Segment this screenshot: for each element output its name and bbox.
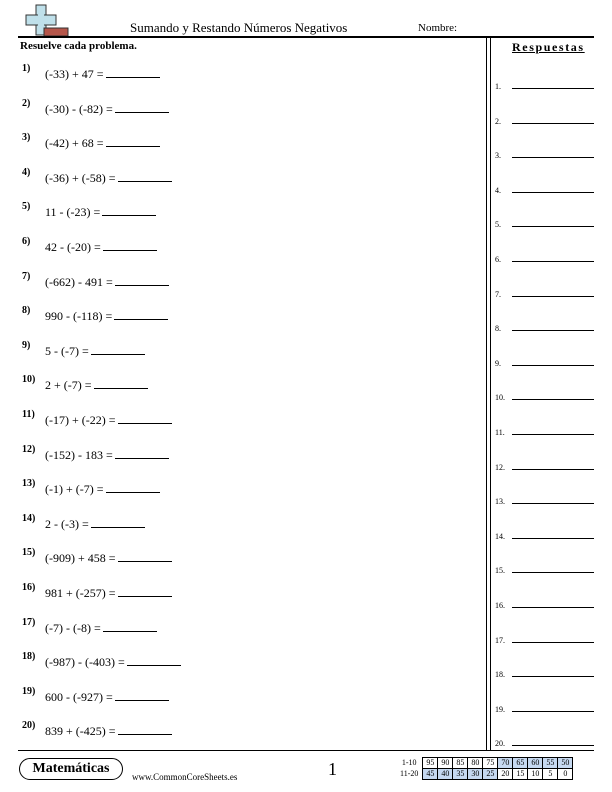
answer-blank[interactable] [115,274,169,286]
answer-row [495,391,595,405]
answer-row [495,115,595,129]
answer-row [495,288,595,302]
problem-expression-line [45,274,169,290]
score-table [398,757,573,780]
problem-expression-line [45,654,181,670]
answer-line[interactable] [512,469,594,470]
worksheet-title: Sumando y Restando Números Negativos [130,20,348,35]
score-cell: 20 [498,769,513,780]
answer-row [495,737,595,751]
answer-blank[interactable] [118,585,172,597]
problem-expression-line [45,620,157,636]
answer-blank[interactable] [91,516,145,528]
answer-number: 8. [495,324,501,334]
answer-blank[interactable] [106,66,160,78]
answer-number: 16. [495,601,505,610]
answer-line[interactable] [512,365,594,366]
score-row-label: 11-20 [400,769,419,778]
answer-line[interactable] [512,123,594,124]
answer-blank[interactable] [103,620,157,632]
answer-blank[interactable] [118,550,172,562]
answer-row [495,668,595,682]
answer-row [495,357,595,371]
answer-row [495,599,595,613]
problem-expression: 990 - (-118) = [45,309,113,324]
answer-number: 17. [495,635,505,645]
answer-row [495,218,595,232]
problem-expression-line [45,689,169,705]
score-cell: 30 [468,769,483,780]
score-cell: 65 [513,758,528,769]
problem-expression: (-36) + (-58) = [45,170,116,185]
problem-number: 12) [22,443,36,455]
problem-expression-line [45,516,145,532]
column-divider [486,38,487,750]
plus-minus-logo-icon [18,4,70,38]
answer-number: 6. [495,255,501,264]
problem-expression-line [45,308,168,324]
answer-number: 9. [495,358,501,368]
answer-line[interactable] [512,157,594,158]
answer-blank[interactable] [118,723,172,735]
score-cell: 25 [483,769,498,780]
answer-blank[interactable] [106,135,160,147]
problem-expression-line [45,101,169,117]
answer-line[interactable] [512,607,594,608]
problem-expression-line [45,66,160,82]
problem-expression: 2 + (-7) = [45,378,92,393]
score-cell: 80 [468,758,483,769]
answer-number: 20. [495,739,505,749]
answer-line[interactable] [512,676,594,677]
problem-number: 8) [22,305,31,317]
problem-expression-line [45,481,160,497]
problem-expression: (-17) + (-22) = [45,413,116,427]
answer-row [495,564,595,578]
score-cell: 50 [558,758,573,769]
problem-expression: 600 - (-927) = [45,689,113,704]
problem-number: 20) [22,720,36,732]
problem-number: 7) [22,270,31,282]
answer-number: 13. [495,497,505,507]
answer-blank[interactable] [115,689,169,701]
name-label: Nombre: [418,22,458,34]
problem-number: 4) [22,166,31,178]
answer-number: 2. [495,116,501,126]
problem-number: 6) [22,236,31,247]
answer-line[interactable] [512,88,594,89]
answer-line[interactable] [512,399,594,400]
problem-number: 11) [22,409,35,420]
answers-title: Respuestas [512,40,585,54]
subject-badge: Matemáticas [19,758,123,780]
page-number: 1 [328,759,337,779]
answer-line[interactable] [512,296,594,297]
score-row-label: 1-10 [401,758,417,767]
answer-blank[interactable] [118,170,172,182]
answer-line[interactable] [512,745,594,746]
score-cell: 40 [438,769,453,780]
answer-number: 4. [495,185,501,195]
problem-expression: 42 - (-20) = [45,240,101,254]
answer-number: 12. [495,462,505,472]
answer-blank[interactable] [114,308,168,320]
problem-expression: (-1) + (-7) = [45,482,104,497]
score-cell: 60 [528,758,543,769]
answer-row [495,703,595,717]
answer-line[interactable] [512,192,594,193]
score-cell: 0 [558,769,573,780]
answer-number: 5. [495,220,501,230]
answer-blank[interactable] [118,412,172,424]
score-cell: 55 [543,758,558,769]
answer-blank[interactable] [127,654,181,666]
problem-expression-line [45,585,172,601]
answer-row [495,80,595,94]
answer-line[interactable] [512,642,594,643]
answer-row [495,184,595,198]
problem-number: 19) [22,685,36,697]
score-cell: 95 [423,758,438,769]
website-link[interactable]: www.CommonCoreSheets.es [132,772,238,782]
problem-expression-line [45,239,157,255]
problem-expression: 5 - (-7) = [45,343,89,358]
header-divider [18,36,594,38]
problem-number: 2) [22,97,31,109]
problem-number: 14) [22,512,36,524]
score-cell: 45 [423,769,438,780]
score-cell: 15 [513,769,528,780]
answer-line[interactable] [512,434,594,435]
score-cell: 85 [453,758,468,769]
problem-number: 5) [22,201,31,213]
answer-number: 7. [495,289,501,299]
answer-number: 18. [495,670,505,680]
problem-number: 3) [22,132,31,144]
problem-expression: 11 - (-23) = [45,205,101,220]
problem-expression: (-42) + 68 = [45,136,104,151]
problem-expression-line [45,447,169,463]
answer-line[interactable] [512,711,594,712]
problem-expression-line [45,135,160,151]
answer-line[interactable] [512,572,594,573]
answer-blank[interactable] [103,239,157,251]
problem-expression: (-662) - 491 = [45,274,113,289]
answer-blank[interactable] [94,377,148,389]
answer-row [495,634,595,648]
answer-blank[interactable] [115,447,169,459]
instructions: Resuelve cada problema. [20,40,137,52]
answer-blank[interactable] [91,343,145,355]
answer-line[interactable] [512,503,594,504]
problem-expression: (-33) + 47 = [45,67,104,81]
problem-expression: (-987) - (-403) = [45,655,125,670]
score-cell: 90 [438,758,453,769]
problem-expression-line [45,343,145,359]
problem-expression: (-7) - (-8) = [45,620,101,635]
answer-line[interactable] [512,330,594,331]
problem-number: 9) [22,339,31,351]
answer-number: 3. [495,151,501,161]
problem-expression-line [45,204,156,220]
answer-blank[interactable] [115,101,169,113]
problem-number: 10) [22,374,36,386]
problem-expression: (-152) - 183 = [45,447,113,462]
score-cell: 35 [453,769,468,780]
problem-number: 15) [22,547,36,559]
problem-expression: (-909) + 458 = [45,551,116,566]
problem-expression-line [45,377,148,393]
answer-row [495,495,595,509]
answer-number: 15. [495,566,505,576]
score-row [398,769,573,780]
answer-number: 14. [495,531,505,541]
problem-number: 13) [22,478,36,490]
answer-blank[interactable] [106,481,160,493]
answer-number: 10. [495,393,505,403]
answer-row [495,461,595,475]
answer-number: 11. [495,428,505,437]
answer-row [495,530,595,544]
problem-expression-line [45,723,172,739]
answer-row [495,253,595,267]
answer-row [495,426,595,440]
score-cell: 70 [498,758,513,769]
problem-number: 1) [22,63,31,74]
score-cell: 5 [543,769,558,780]
answer-number: 19. [495,704,505,714]
answer-row [495,149,595,163]
problem-number: 16) [22,582,36,593]
problem-expression: 981 + (-257) = [45,586,116,600]
problem-expression: (-30) - (-82) = [45,101,113,116]
answer-blank[interactable] [102,204,156,216]
score-row [398,758,573,769]
answer-line[interactable] [512,538,594,539]
score-cell: 75 [483,758,498,769]
problem-expression-line [45,170,172,186]
answer-number: 1. [495,82,501,91]
problem-expression-line [45,412,172,428]
answer-row [495,322,595,336]
column-divider [490,38,491,750]
score-cell: 10 [528,769,543,780]
answer-line[interactable] [512,261,594,262]
problem-number: 18) [22,651,36,663]
problem-number: 17) [22,616,36,628]
answer-line[interactable] [512,226,594,227]
problem-expression: 2 - (-3) = [45,516,89,531]
problem-expression: 839 + (-425) = [45,724,116,739]
problem-expression-line [45,550,172,566]
